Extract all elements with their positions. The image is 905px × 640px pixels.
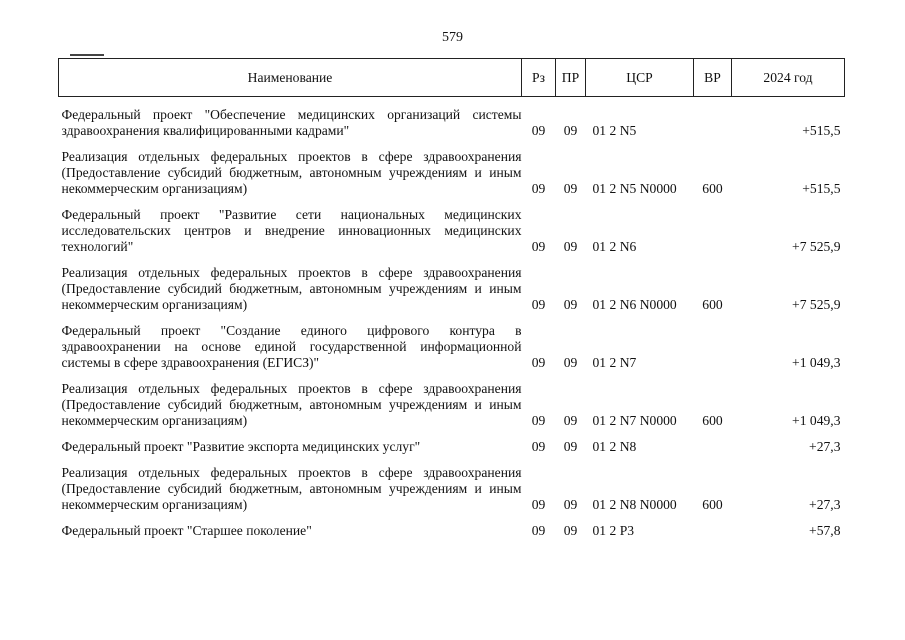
spacer: [59, 255, 845, 265]
table-row: [59, 465, 845, 513]
row-amount: +7 525,9: [792, 239, 841, 254]
row-csr: 01 2 N7: [592, 355, 637, 370]
row-amount: +57,8: [809, 523, 841, 538]
row-rz: 09: [531, 181, 546, 196]
row-amount: +1 049,3: [792, 413, 841, 428]
budget-table: [58, 58, 845, 539]
row-amount: +515,5: [802, 181, 841, 196]
row-csr: 01 2 N8 N0000: [592, 497, 677, 512]
row-name: Федеральный проект "Развитие экспорта медицинских услуг": [61, 439, 421, 454]
header-pr: ПР: [556, 59, 586, 97]
row-amount: +27,3: [809, 497, 841, 512]
table-row: [59, 323, 845, 371]
row-pr: 09: [563, 413, 578, 428]
spacer: [59, 429, 845, 439]
row-csr: 01 2 N5: [592, 123, 637, 138]
row-csr: 01 2 N8: [592, 439, 637, 454]
row-vr: [694, 323, 732, 371]
row-vr: 600: [702, 497, 723, 512]
row-rz: 09: [531, 413, 546, 428]
row-amount: +7 525,9: [792, 297, 841, 312]
table-row: [59, 207, 845, 255]
row-vr: [694, 107, 732, 139]
row-csr: 01 2 N6: [592, 239, 637, 254]
row-csr: 01 2 N7 N0000: [592, 413, 677, 428]
spacer: [59, 513, 845, 523]
table-row: [59, 265, 845, 313]
page-number: 579: [442, 30, 463, 45]
row-vr: 600: [702, 297, 723, 312]
row-pr: 09: [563, 523, 578, 538]
table-row: [59, 381, 845, 429]
row-pr: 09: [563, 123, 578, 138]
spacer: [59, 313, 845, 323]
row-vr: [694, 207, 732, 255]
row-csr: 01 2 P3: [592, 523, 635, 538]
row-rz: 09: [531, 239, 546, 254]
row-pr: 09: [563, 439, 578, 454]
row-rz: 09: [531, 123, 546, 138]
table-row: [59, 523, 845, 539]
header-name: Наименование: [59, 59, 522, 97]
table-header-row: [59, 59, 845, 97]
row-amount: +27,3: [809, 439, 841, 454]
row-rz: 09: [531, 523, 546, 538]
row-vr: [694, 523, 732, 539]
row-csr: 01 2 N5 N0000: [592, 181, 677, 196]
row-pr: 09: [563, 355, 578, 370]
header-rz: Рз: [522, 59, 556, 97]
header-year: 2024 год: [732, 59, 845, 97]
spacer: [59, 455, 845, 465]
row-name: Федеральный проект "Обеспечение медицинских организаций системы здравоохранения квалифицированными кадрами": [61, 107, 522, 138]
row-pr: 09: [563, 497, 578, 512]
row-name: Федеральный проект "Развитие сети национальных медицинских исследовательских центров и внедрение инновационных медицинских технологий": [61, 207, 522, 254]
row-pr: 09: [563, 181, 578, 196]
row-name: Федеральный проект "Создание единого цифрового контура в здравоохранении на основе единой государственной информационной системы в сфере здравоохранения (ЕГИСЗ)": [61, 323, 522, 370]
row-vr: 600: [702, 413, 723, 428]
scan-artifact-line: [70, 54, 104, 56]
spacer: [59, 371, 845, 381]
row-name: Реализация отдельных федеральных проектов в сфере здравоохранения (Предоставление субсидий бюджетным, автономным учреждениям и иным некоммерческим организациям): [61, 465, 522, 512]
row-vr: [694, 439, 732, 455]
spacer: [59, 139, 845, 149]
row-pr: 09: [563, 239, 578, 254]
row-amount: +515,5: [802, 123, 841, 138]
table-row: [59, 439, 845, 455]
row-name: Реализация отдельных федеральных проектов в сфере здравоохранения (Предоставление субсидий бюджетным, автономным учреждениям и иным некоммерческим организациям): [61, 265, 522, 312]
table-row: [59, 149, 845, 197]
row-name: Реализация отдельных федеральных проектов в сфере здравоохранения (Предоставление субсидий бюджетным, автономным учреждениям и иным некоммерческим организациям): [61, 381, 522, 428]
row-rz: 09: [531, 297, 546, 312]
row-name: Федеральный проект "Старшее поколение": [61, 523, 312, 538]
spacer: [59, 197, 845, 207]
row-rz: 09: [531, 497, 546, 512]
row-rz: 09: [531, 439, 546, 454]
row-vr: 600: [702, 181, 723, 196]
row-pr: 09: [563, 297, 578, 312]
row-rz: 09: [531, 355, 546, 370]
table-row: [59, 107, 845, 139]
row-amount: +1 049,3: [792, 355, 841, 370]
row-name: Реализация отдельных федеральных проектов в сфере здравоохранения (Предоставление субсидий бюджетным, автономным учреждениям и иным некоммерческим организациям): [61, 149, 522, 196]
header-csr: ЦСР: [586, 59, 694, 97]
spacer: [59, 97, 845, 108]
header-vr: ВР: [694, 59, 732, 97]
row-csr: 01 2 N6 N0000: [592, 297, 677, 312]
